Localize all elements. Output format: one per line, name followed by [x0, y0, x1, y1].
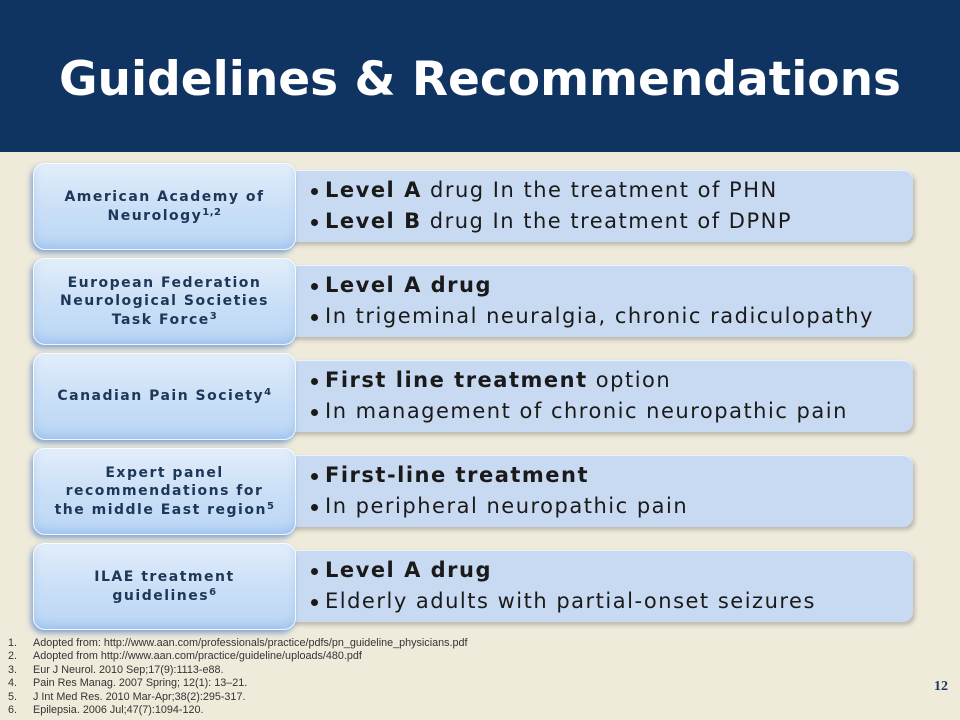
source-reference: 1,2: [202, 206, 222, 218]
recommendation-bullet: [311, 586, 913, 617]
recommendation-bullet: [311, 396, 913, 427]
recommendation-bullet: [311, 175, 913, 206]
guideline-row: [0, 163, 960, 250]
source-box: [33, 543, 296, 630]
recommendation-box: [255, 170, 913, 242]
slide-title: Guidelines & Recommendations: [58, 52, 902, 107]
recommendation-text: In peripheral neuropathic pain: [325, 494, 689, 518]
recommendation-bullet: [311, 460, 913, 491]
footnote-text: Adopted from: http://www.aan.com/professionals/practice/pdfs/pn_guideline_physicians.pdf: [33, 637, 468, 649]
source-label: [55, 464, 275, 520]
recommendation-emphasis: First line treatment: [325, 368, 588, 392]
bullet-icon: [311, 188, 318, 195]
footnote-item: [8, 664, 648, 677]
bullet-icon: [311, 504, 318, 511]
source-label: [57, 387, 271, 406]
footnote-list: [8, 637, 648, 717]
footnote-item: [8, 691, 648, 704]
source-name: Expert panel recommendations for the middle East region: [54, 464, 267, 518]
source-reference: 6: [209, 586, 217, 598]
guideline-row: [0, 353, 960, 440]
footnote-number: 2.: [8, 650, 18, 663]
source-box: [33, 163, 296, 250]
page-number: 12: [934, 679, 948, 694]
source-label: [94, 568, 234, 605]
bullet-icon: [311, 599, 318, 606]
footnote-number: 5.: [8, 690, 18, 703]
footnote-text: Pain Res Manag. 2007 Spring; 12(1): 13–21.: [33, 677, 248, 690]
bullet-icon: [311, 314, 318, 321]
title-band: [0, 0, 960, 152]
footnote-item: [8, 677, 648, 690]
recommendation-text: option: [587, 368, 672, 392]
footnote-text: J Int Med Res. 2010 Mar-Apr;38(2):295-317.: [33, 690, 246, 703]
bullet-icon: [311, 283, 318, 290]
bullet-icon: [311, 473, 318, 480]
source-name: American Academy of Neurology: [64, 189, 265, 224]
source-box: [33, 258, 296, 345]
source-label: [64, 188, 264, 225]
guideline-row: [0, 543, 960, 630]
bullet-icon: [311, 219, 318, 226]
recommendation-bullet: [311, 270, 913, 301]
footnote-item: [8, 650, 648, 663]
recommendation-emphasis: Level A drug: [325, 558, 492, 582]
recommendation-bullet: [311, 491, 913, 522]
recommendation-emphasis: Level A drug: [325, 273, 492, 297]
recommendation-text: drug In the treatment of DPNP: [421, 209, 792, 233]
footnote-text: Eur J Neurol. 2010 Sep;17(9):1113-e88.: [33, 663, 224, 676]
footnote-item: [8, 637, 648, 650]
recommendation-emphasis: Level A: [325, 178, 422, 202]
recommendation-text: In trigeminal neuralgia, chronic radiculopathy: [325, 304, 874, 328]
recommendation-bullet: [311, 301, 913, 332]
source-reference: 3: [209, 310, 218, 322]
source-name: European Federation Neurological Societies Task Force: [60, 274, 269, 328]
bullet-icon: [311, 409, 318, 416]
footnote-text: Epilepsia. 2006 Jul;47(7):1094-120.: [33, 704, 204, 717]
footnote-number: 6.: [8, 704, 18, 717]
bullet-icon: [311, 378, 318, 385]
recommendation-emphasis: First-line treatment: [325, 463, 590, 487]
footnote-text: Adopted from http://www.aan.com/practice/guideline/uploads/480.pdf: [33, 650, 362, 663]
source-box: [33, 353, 296, 440]
recommendation-bullet: [311, 365, 913, 396]
bullet-icon: [311, 568, 318, 575]
recommendation-box: [255, 550, 913, 622]
recommendation-text: In management of chronic neuropathic pain: [325, 399, 848, 423]
source-name: Canadian Pain Society: [57, 388, 265, 405]
recommendation-emphasis: Level B: [325, 209, 422, 233]
source-box: [33, 448, 296, 535]
recommendation-bullet: [311, 555, 913, 586]
footnote-number: 1.: [8, 637, 18, 649]
footnote-item: [8, 704, 648, 717]
recommendation-box: [255, 265, 913, 337]
footnote-number: 3.: [8, 663, 18, 676]
source-reference: 4: [264, 387, 272, 399]
guideline-row: [0, 448, 960, 535]
recommendation-box: [255, 360, 913, 432]
source-label: [60, 274, 269, 330]
recommendation-text: drug In the treatment of PHN: [421, 178, 778, 202]
recommendation-text: Elderly adults with partial-onset seizures: [325, 589, 816, 613]
recommendation-box: [255, 455, 913, 527]
source-reference: 5: [266, 500, 275, 512]
recommendation-bullet: [311, 206, 913, 237]
footnote-number: 4.: [8, 677, 18, 690]
guideline-row: [0, 258, 960, 345]
source-name: ILAE treatment guidelines: [94, 569, 235, 604]
